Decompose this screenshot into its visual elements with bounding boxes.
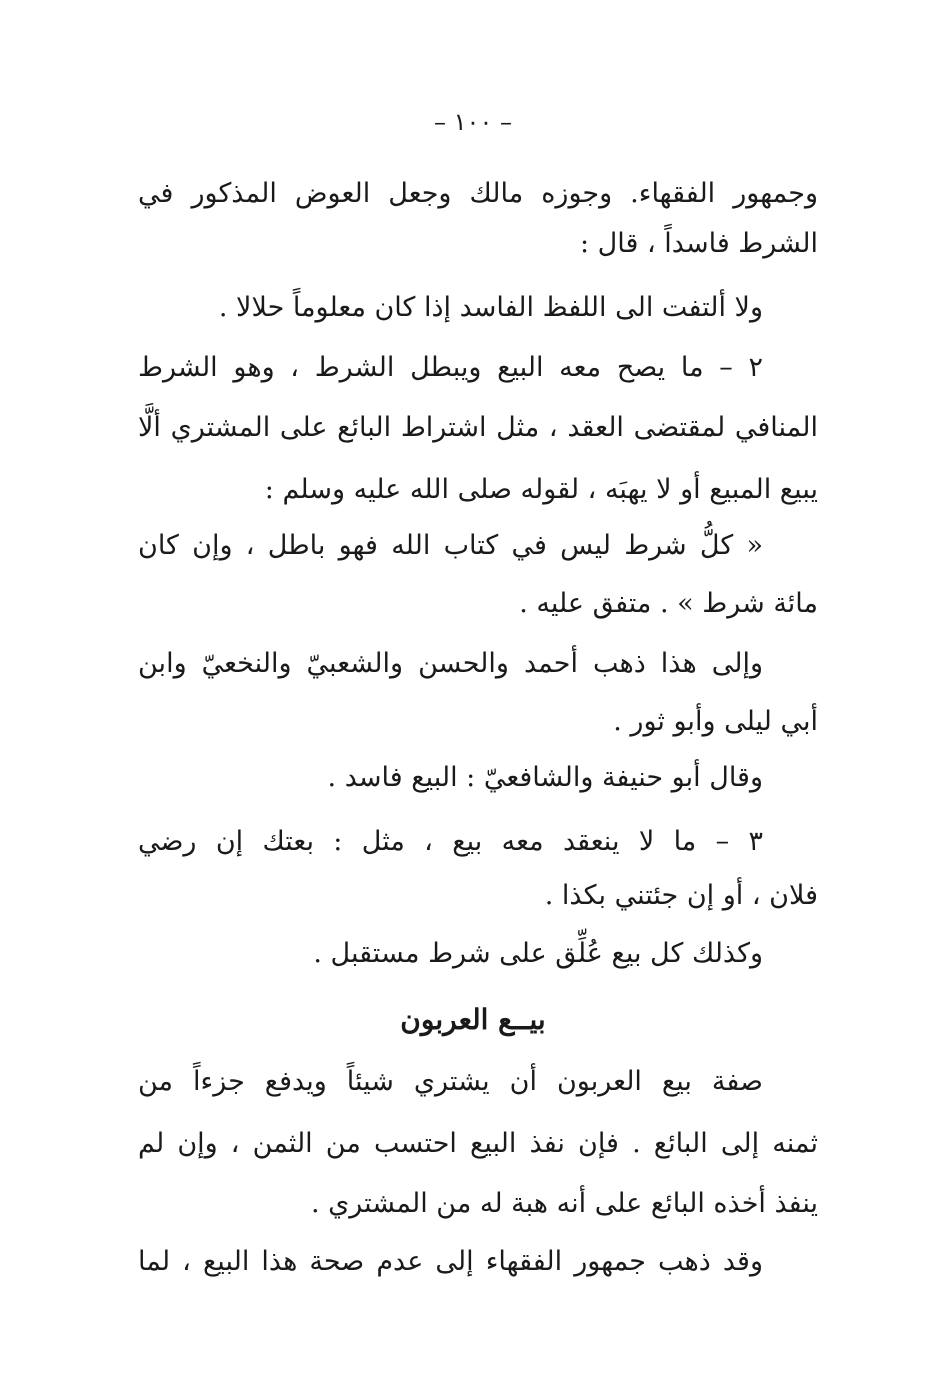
- text-line: وكذلك كل بيع عُلِّق على شرط مستقبل .: [313, 938, 763, 969]
- section-heading: بيــع العربون: [400, 1003, 546, 1036]
- text-line: الشرط فاسداً ، قال :: [579, 228, 818, 259]
- text-line: ينفذ أخذه البائع على أنه هبة له من المشتري .: [310, 1188, 818, 1219]
- text-line: « كلُّ شرط ليس في كتاب الله فهو باطل ، وإن كان: [138, 530, 763, 561]
- page-number: – ١٠٠ –: [434, 108, 512, 136]
- text-line: أبي ليلى وأبو ثور .: [613, 706, 818, 737]
- text-line: صفة بيع العربون أن يشتري شيئاً ويدفع جزءاً من: [138, 1066, 763, 1097]
- text-line: وإلى هذا ذهب أحمد والحسن والشعبيّ والنخعيّ وابن: [138, 648, 763, 679]
- text-line: المنافي لمقتضى العقد ، مثل اشتراط البائع على المشتري ألَّا: [138, 412, 818, 443]
- text-line: وقال أبو حنيفة والشافعيّ : البيع فاسد .: [327, 762, 763, 793]
- text-line: مائة شرط » . متفق عليه .: [519, 588, 818, 619]
- text-line: يبيع المبيع أو لا يهبَه ، لقوله صلى الله عليه وسلم :: [264, 474, 818, 505]
- text-line: وقد ذهب جمهور الفقهاء إلى عدم صحة هذا البيع ، لما: [138, 1246, 763, 1277]
- text-line: ولا ألتفت الى اللفظ الفاسد إذا كان معلوماً حلالا .: [218, 292, 763, 323]
- text-line: ثمنه إلى البائع . فإن نفذ البيع احتسب من الثمن ، وإن لم: [138, 1128, 818, 1159]
- text-line: ٢ – ما يصح معه البيع ويبطل الشرط ، وهو الشرط: [138, 352, 763, 383]
- text-line: وجمهور الفقهاء. وجوزه مالك وجعل العوض المذكور في: [138, 178, 818, 209]
- text-line: فلان ، أو إن جئتني بكذا .: [544, 880, 818, 911]
- text-line: ٣ – ما لا ينعقد معه بيع ، مثل : بعتك إن رضي: [138, 826, 763, 857]
